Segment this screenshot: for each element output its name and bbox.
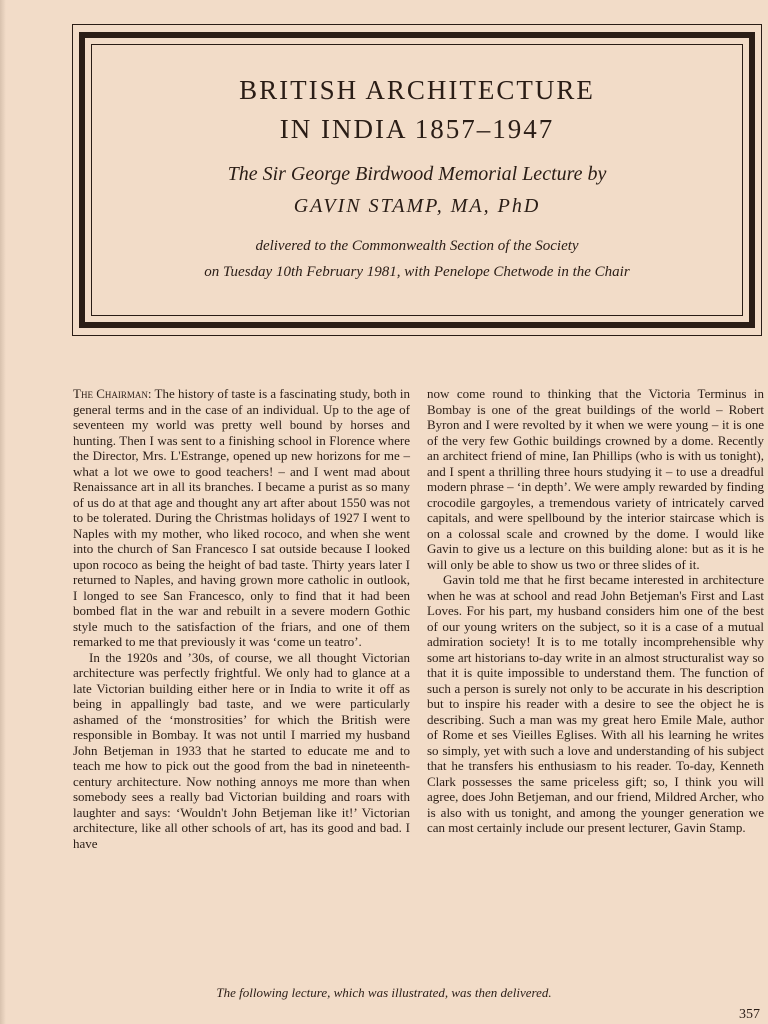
left-column xyxy=(73,386,410,851)
left-paragraph-1 xyxy=(73,386,410,650)
speaker-label: The Chairman: xyxy=(73,386,152,401)
left-paragraph-2: In the 1920s and ’30s, of course, we all thought Victorian architecture was perfectly frightful. We only had to glance at a late Victorian building either here or in India to write it off as being in appallingly bad taste, and we were particularly ashamed of the ‘monstrosities’ for which the British were responsible in Bombay. It was not until I married my husband John Betjeman in 1933 that he started to educate me and to teach me how to pick out the good from the bad in nineteenth-century architecture. Now nothing annoys me more than when somebody sees a really bad Victorian building and roars with laughter and says: ‘Wouldn't John Betjeman like it!’ Victorian architecture, like all other schools of art, has its good and bad. I have xyxy=(73,649,410,851)
title-line-1: BRITISH ARCHITECTURE xyxy=(239,75,595,105)
right-paragraph-2: Gavin told me that he first became interested in architecture when he was at school and read John Betjeman's First and Last Loves. For his part, my husband considers him one of the best of our young writers on the subject, so it is a case of a mutual admiration society! It is to me totally incomprehensible why some art historians to-day write in an almost structuralist way so that it is quite impossible to understand them. The function of such a person is surely not only to be accurate in his description but to inspire his reader with a desire to see the object he is describing. Such a man was my great hero Emile Male, author of Rome et ses Vieilles Eglises. With all his learning he writes so simply, yet with such a love and understanding of his subject that he transfers his enthusiasm to his reader. To-day, Kenneth Clark possesses the same priceless gift; so, I think you will agree, does John Betjeman, and our friend, Mildred Archer, who is also with us tonight, and among the younger generation we can most certainly include our present lecturer, Gavin Stamp. xyxy=(427,572,764,835)
delivered-line-2: on Tuesday 10th February 1981, with Penelope Chetwode in the Chair xyxy=(204,264,630,280)
subtitle-line-1: The Sir George Birdwood Memorial Lecture by xyxy=(227,163,607,185)
right-paragraph-1: now come round to thinking that the Victoria Terminus in Bombay is one of the great buildings of the world – Robert Byron and I were revolted by it when we were young – it is one of the very few Gothic buildings crowned by a dome. Recently an architect friend of mine, Ian Phillips (who is with us tonight), and I spent a thrilling three hours studying it – to use a dreadful modern phrase – ‘in depth’. We were amply rewarded by finding crocodile gargoyles, a tremendous variety of intricately carved capitals, and were spellbound by the interior staircase which is on a colossal scale and crowned by the dome. I would like Gavin to give us a lecture on this building alone: but as it is he will only be able to show us two or three slides of it. xyxy=(427,386,764,572)
footer-note: The following lecture, which was illustrated, was then delivered. xyxy=(216,985,552,1000)
title-line-2: IN INDIA 1857–1947 xyxy=(279,114,555,144)
delivered-line-1: delivered to the Commonwealth Section of the Society xyxy=(255,238,579,254)
author-line: GAVIN STAMP, MA, PhD xyxy=(293,195,541,217)
page-number: 357 xyxy=(739,1007,760,1022)
left-paragraph-1-text: The history of taste is a fascinating study, both in general terms and in the case of an individual. Up to the age of seventeen my world was pretty well bound by horses and hunting. Then I was sent to a finishing school in Florence where the Director, Mrs. L'Estrange, opened up new horizons for me – what a lot we owe to good teachers! – and I went mad about Renaissance art in all its branches. I became a purist as so many of us do at that age and thought any art after about 1550 was not to be tolerated. During the Christmas holidays of 1927 I went to Naples with my mother, who liked rococo, and when she went into the church of San Francesco I sat outside because I looked upon rococo as being the height of bad taste. Thirty years later I returned to Naples, and having grown more catholic in outlook, I longed to see San Francesco, only to find that it had been bombed flat in the war and rebuilt in a severe modern Gothic style much to the satisfaction of the friars, and one of them remarked to me that previously it was ‘come un teatro’. xyxy=(73,386,410,649)
right-column xyxy=(427,386,764,836)
page-edge xyxy=(0,0,6,1024)
